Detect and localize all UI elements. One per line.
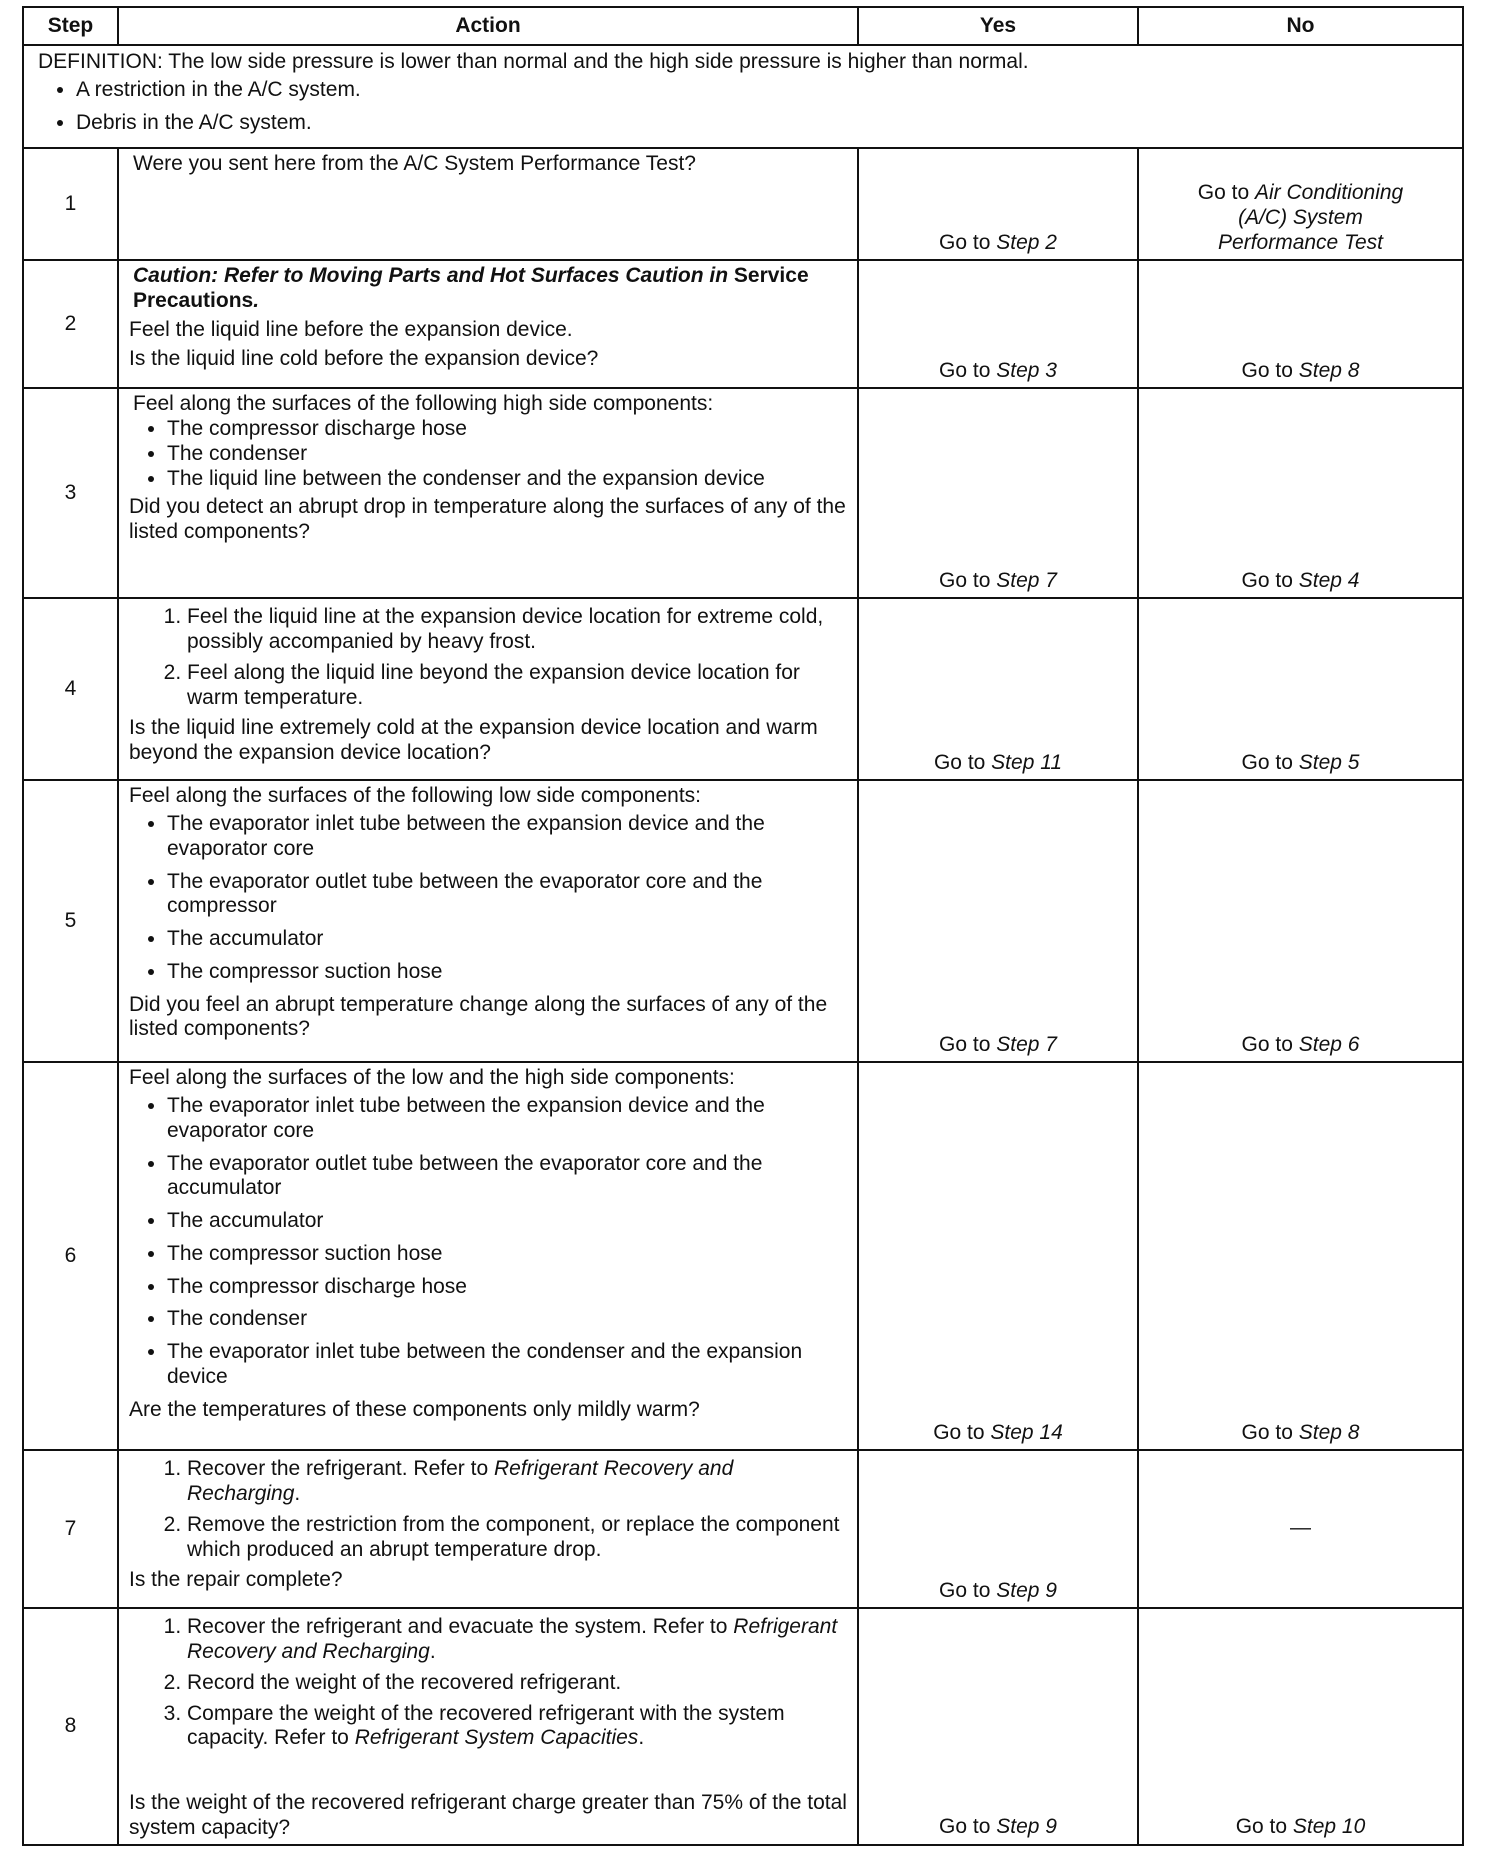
step-number: 5 [23,780,118,1062]
action-question: Is the repair complete? [129,1568,343,1592]
step-number: 1 [23,148,118,260]
list-item [187,1457,847,1507]
no-step-link[interactable]: Step 8 [1298,1420,1360,1444]
action-bullets [129,417,847,491]
action-steps [129,1457,847,1562]
action-question: Did you detect an abrupt drop in temperature along the surfaces of any of the listed components? [129,495,846,544]
list-item [187,1615,847,1665]
yes-prefix: Go to [933,1420,991,1444]
list-item: 2. Feel along the liquid line beyond the expansion device location for warm temperature. [187,661,847,711]
spacer [129,1757,847,1787]
yes-cell [858,598,1138,780]
step-row-8 [23,1608,1463,1844]
item-text: Recover the refrigerant and evacuate the system. Refer to [187,1615,734,1639]
yes-step-link[interactable]: Step 9 [996,1814,1057,1838]
yes-prefix: Go to [939,230,997,254]
yes-step-link[interactable]: Step 14 [990,1420,1063,1444]
step-number: 8 [23,1608,118,1844]
no-step-link[interactable]: Step 4 [1298,568,1360,592]
header-step: Step [23,7,118,45]
action-cell [118,388,858,598]
list-item: • The condenser [167,1307,847,1332]
yes-step-link[interactable]: Step 7 [996,1032,1057,1056]
no-cell [1138,780,1463,1062]
no-cell [1138,148,1463,260]
yes-cell [858,260,1138,388]
action-question: Is the liquid line cold before the expansion device? [129,346,599,370]
no-prefix: Go to [1241,750,1299,774]
item-end: . [429,1640,436,1664]
action-cell [118,1608,858,1844]
action-intro: Feel along the surfaces of the following low side components: [129,784,701,808]
no-cell [1138,1062,1463,1450]
yes-prefix: Go to [933,750,992,774]
action-question: Is the weight of the recovered refrigerant charge greater than 75% of the total system capacity? [129,1791,847,1839]
recovery-link[interactable]: Refrigerant Recovery and Recharging [187,1615,838,1664]
item-end: . [638,1726,645,1750]
no-step-link[interactable]: Step 5 [1298,750,1360,774]
header-no: No [1138,7,1463,45]
action-question: Were you sent here from the A/C System Performance Test? [133,152,696,176]
action-bullets [129,1094,847,1390]
caution-end: . [253,289,260,313]
action-steps [129,605,847,710]
yes-prefix: Go to [939,1578,997,1602]
list-item: • The evaporator inlet tube between the expansion device and the evaporator core [167,1094,847,1144]
no-prefix: Go to [1241,1420,1299,1444]
no-prefix: Go to [1197,181,1255,204]
step-number: 3 [23,388,118,598]
yes-step-link[interactable]: Step 11 [991,750,1063,774]
caution-text [129,264,847,314]
list-item: • The evaporator inlet tube between the condenser and the expansion device [167,1340,847,1390]
no-cell [1138,598,1463,780]
yes-cell [858,388,1138,598]
step-row-5 [23,780,1463,1062]
no-dash: — [1290,1516,1311,1540]
step-number: 2 [23,260,118,388]
no-prefix: Go to [1241,358,1299,382]
list-item: • The compressor suction hose [167,1242,847,1267]
no-ref-link-line-2[interactable]: (A/C) System [1238,205,1363,229]
action-cell [118,1062,858,1450]
yes-cell [858,1608,1138,1844]
header-row [23,7,1463,45]
definition-bullets [38,78,1448,136]
yes-cell [858,148,1138,260]
yes-step-link[interactable]: Step 3 [996,358,1057,382]
no-cell [1138,260,1463,388]
no-prefix: Go to [1241,1032,1299,1056]
no-prefix: Go to [1241,568,1299,592]
step-number: 4 [23,598,118,780]
no-ref-link-line-1[interactable]: Air Conditioning [1254,181,1404,204]
yes-prefix: Go to [939,1814,997,1838]
action-intro: Feel along the surfaces of the following high side components: [133,392,714,416]
recovery-link[interactable]: Refrigerant Recovery and Recharging [187,1457,734,1506]
yes-prefix: Go to [939,358,997,382]
diagnostic-table-sheet [22,6,1462,1846]
caution-link[interactable]: Service Precautions [133,264,809,313]
definition-cell [23,45,1463,148]
definition-bullet: • Debris in the A/C system. [76,111,1448,136]
item-end: . [294,1482,301,1506]
list-item: • The accumulator [167,1209,847,1234]
list-item: • The liquid line between the condenser and the expansion device [167,467,847,492]
action-line: Feel the liquid line before the expansion device. [129,317,573,341]
list-item: 2. Remove the restriction from the component, or replace the component which produced an abrupt temperature drop. [187,1513,847,1563]
header-yes: Yes [858,7,1138,45]
no-step-link[interactable]: Step 8 [1298,358,1360,382]
header-action: Action [118,7,858,45]
no-ref-link-line-3[interactable]: Performance Test [1218,230,1383,254]
step-row-1 [23,148,1463,260]
yes-step-link[interactable]: Step 7 [996,568,1057,592]
no-cell [1138,388,1463,598]
item-text: Recover the refrigerant. Refer to [187,1457,494,1481]
yes-cell [858,780,1138,1062]
capacities-link[interactable]: Refrigerant System Capacities [354,1726,639,1750]
item-text: Compare the weight of the recovered refrigerant with the system capacity. Refer to [187,1701,785,1750]
no-step-link[interactable]: Step 6 [1298,1032,1360,1056]
list-item: • The accumulator [167,927,847,952]
no-step-link[interactable]: Step 10 [1292,1814,1366,1838]
yes-cell [858,1062,1138,1450]
list-item: • The evaporator inlet tube between the expansion device and the evaporator core [167,812,847,862]
list-item: • The compressor suction hose [167,960,847,985]
step-row-2 [23,260,1463,388]
list-item: 2. Record the weight of the recovered refrigerant. [187,1671,847,1696]
step-row-6 [23,1062,1463,1450]
yes-prefix: Go to [939,568,997,592]
action-cell [118,260,858,388]
yes-cell [858,1450,1138,1608]
definition-row [23,45,1463,148]
list-item: • The evaporator outlet tube between the evaporator core and the compressor [167,870,847,920]
action-intro: Feel along the surfaces of the low and the high side components: [129,1066,735,1090]
action-cell [118,598,858,780]
action-question: Are the temperatures of these components only mildly warm? [129,1397,700,1421]
list-item: • The compressor discharge hose [167,1275,847,1300]
step-row-4 [23,598,1463,780]
yes-step-link[interactable]: Step 2 [996,230,1057,254]
yes-prefix: Go to [939,1032,997,1056]
caution-italic: Caution: Refer to Moving Parts and Hot Surfaces Caution in [133,264,729,288]
action-question: Is the liquid line extremely cold at the expansion device location and warm beyond the expansion device location? [129,716,818,765]
no-prefix: Go to [1235,1814,1293,1838]
no-cell [1138,1608,1463,1844]
action-steps [129,1615,847,1751]
list-item: • The compressor discharge hose [167,417,847,442]
step-number: 7 [23,1450,118,1608]
definition-text: DEFINITION: The low side pressure is lower than normal and the high side pressure is higher than normal. [38,50,1029,73]
no-cell [1138,1450,1463,1608]
list-item [187,1702,847,1752]
action-question: Did you feel an abrupt temperature change along the surfaces of any of the listed components? [129,992,828,1041]
action-cell [118,1450,858,1608]
definition-bullet: • A restriction in the A/C system. [76,78,1448,103]
yes-step-link[interactable]: Step 9 [996,1578,1057,1602]
step-row-3 [23,388,1463,598]
step-number: 6 [23,1062,118,1450]
action-cell [118,780,858,1062]
action-cell [118,148,858,260]
list-item: • The evaporator outlet tube between the evaporator core and the accumulator [167,1152,847,1202]
action-bullets [129,812,847,985]
list-item: • The condenser [167,442,847,467]
diagnostic-table [22,6,1464,1846]
list-item: 1. Feel the liquid line at the expansion device location for extreme cold, possibly accompanied by heavy frost. [187,605,847,655]
step-row-7 [23,1450,1463,1608]
